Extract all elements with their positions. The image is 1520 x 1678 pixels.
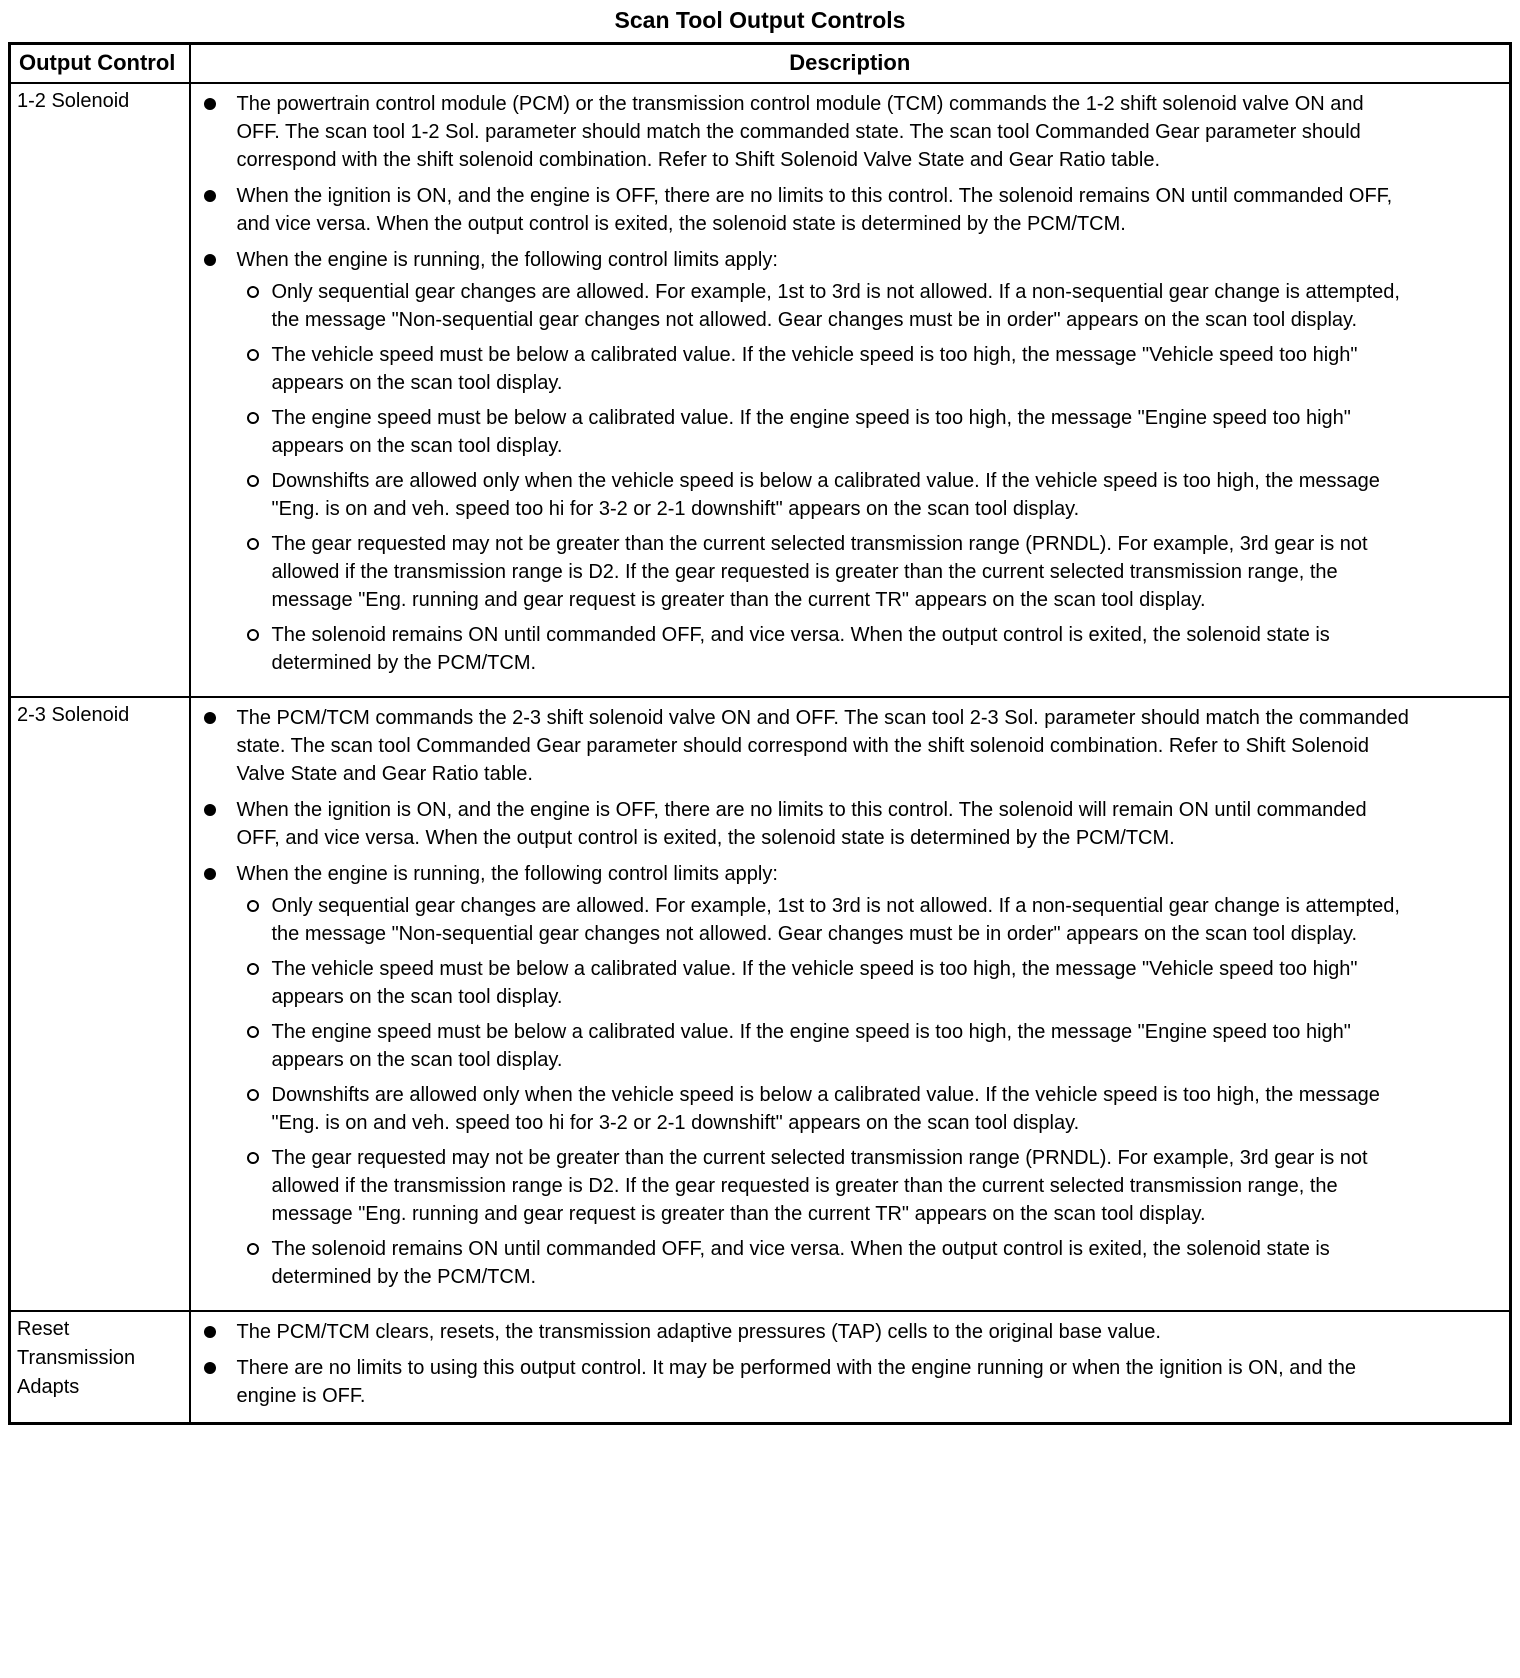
sub-bullet-item bbox=[247, 278, 1412, 334]
bullet-text: When the ignition is ON, and the engine is OFF, there are no limits to this control. The solenoid will remain ON until commanded OFF, and vice versa. When the output control is exited, the solenoid state is determined by the PCM/TCM. bbox=[236, 799, 1367, 849]
bullet-item bbox=[204, 182, 1412, 238]
open-circle-bullet-icon bbox=[247, 963, 259, 975]
bullet-list bbox=[199, 704, 1412, 1298]
sub-bullet-item bbox=[247, 1144, 1412, 1228]
bullet-text: When the engine is running, the following control limits apply: bbox=[236, 863, 778, 885]
sub-bullet-text: The solenoid remains ON until commanded OFF, and vice versa. When the output control is exited, the solenoid state is determined by the PCM/TCM. bbox=[271, 624, 1330, 674]
filled-bullet-icon bbox=[204, 868, 216, 880]
open-circle-bullet-icon bbox=[247, 1026, 259, 1038]
open-circle-bullet-icon bbox=[247, 475, 259, 487]
filled-bullet-icon bbox=[204, 1362, 216, 1374]
bullet-body bbox=[237, 246, 1412, 684]
output-controls-table bbox=[8, 42, 1512, 1425]
filled-bullet-icon bbox=[204, 1326, 216, 1338]
bullet-item bbox=[204, 860, 1412, 1298]
open-circle-bullet-icon bbox=[247, 349, 259, 361]
filled-bullet-icon bbox=[204, 190, 216, 202]
sub-bullet-text: Downshifts are allowed only when the vehicle speed is below a calibrated value. If the vehicle speed is too high, the message "Eng. is on and veh. speed too hi for 3-2 or 2-1 downshift" appears on the scan tool display. bbox=[271, 470, 1380, 520]
output-control-cell: Reset Transmission Adapts bbox=[10, 1311, 190, 1424]
table-row bbox=[10, 1311, 1511, 1424]
bullet-list bbox=[199, 90, 1412, 684]
open-circle-bullet-icon bbox=[247, 1089, 259, 1101]
bullet-body bbox=[237, 796, 1412, 852]
sub-bullet-text: The vehicle speed must be below a calibrated value. If the vehicle speed is too high, the message "Vehicle speed too high" appears on the scan tool display. bbox=[271, 958, 1358, 1008]
header-output-control: Output Control bbox=[10, 44, 190, 84]
bullet-body bbox=[237, 704, 1412, 788]
bullet-body bbox=[237, 1354, 1412, 1410]
bullet-body bbox=[237, 860, 1412, 1298]
output-control-cell: 2-3 Solenoid bbox=[10, 697, 190, 1311]
header-description: Description bbox=[190, 44, 1511, 84]
open-circle-bullet-icon bbox=[247, 412, 259, 424]
sub-bullet-text: The gear requested may not be greater than the current selected transmission range (PRNDL). For example, 3rd gear is not allowed if the transmission range is D2. If the gear requested is greater than the current selected transmission range, the message "Eng. running and gear request is greater than the current TR" appears on the scan tool display. bbox=[271, 1147, 1368, 1225]
bullet-text: There are no limits to using this output control. It may be performed with the engine running or when the ignition is ON, and the engine is OFF. bbox=[236, 1357, 1357, 1407]
bullet-text: The powertrain control module (PCM) or the transmission control module (TCM) commands the 1-2 shift solenoid valve ON and OFF. The scan tool 1-2 Sol. parameter should match the commanded state. The scan tool Commanded Gear parameter should correspond with the shift solenoid combination. Refer to Shift Solenoid Valve State and Gear Ratio table. bbox=[236, 93, 1364, 171]
sub-bullet-text: Only sequential gear changes are allowed. For example, 1st to 3rd is not allowed. If a non-sequential gear change is attempted, the message "Non-sequential gear changes not allowed. Gear changes must be in order" appears on the scan tool display. bbox=[271, 281, 1400, 331]
sub-bullet-text: Downshifts are allowed only when the vehicle speed is below a calibrated value. If the vehicle speed is too high, the message "Eng. is on and veh. speed too hi for 3-2 or 2-1 downshift" appears on the scan tool display. bbox=[271, 1084, 1380, 1134]
sub-bullet-item bbox=[247, 955, 1412, 1011]
bullet-item bbox=[204, 796, 1412, 852]
bullet-list bbox=[199, 1318, 1412, 1410]
sub-bullet-item bbox=[247, 1235, 1412, 1291]
sub-bullet-list bbox=[237, 278, 1412, 677]
bullet-text: When the engine is running, the following control limits apply: bbox=[236, 249, 778, 271]
header-row bbox=[10, 44, 1511, 84]
filled-bullet-icon bbox=[204, 254, 216, 266]
output-control-cell: 1-2 Solenoid bbox=[10, 83, 190, 697]
sub-bullet-item bbox=[247, 892, 1412, 948]
bullet-item bbox=[204, 704, 1412, 788]
sub-bullet-item bbox=[247, 404, 1412, 460]
description-cell bbox=[190, 697, 1511, 1311]
bullet-text: When the ignition is ON, and the engine is OFF, there are no limits to this control. The solenoid remains ON until commanded OFF, and vice versa. When the output control is exited, the solenoid state is determined by the PCM/TCM. bbox=[236, 185, 1393, 235]
filled-bullet-icon bbox=[204, 712, 216, 724]
sub-bullet-text: The gear requested may not be greater than the current selected transmission range (PRNDL). For example, 3rd gear is not allowed if the transmission range is D2. If the gear requested is greater than the current selected transmission range, the message "Eng. running and gear request is greater than the current TR" appears on the scan tool display. bbox=[271, 533, 1368, 611]
sub-bullet-text: The engine speed must be below a calibrated value. If the engine speed is too high, the message "Engine speed too high" appears on the scan tool display. bbox=[271, 407, 1351, 457]
open-circle-bullet-icon bbox=[247, 1152, 259, 1164]
bullet-body bbox=[237, 182, 1412, 238]
open-circle-bullet-icon bbox=[247, 538, 259, 550]
page-title: Scan Tool Output Controls bbox=[614, 7, 906, 33]
bullet-item bbox=[204, 1354, 1412, 1410]
filled-bullet-icon bbox=[204, 804, 216, 816]
description-cell bbox=[190, 1311, 1511, 1424]
table-header bbox=[10, 44, 1511, 84]
sub-bullet-item bbox=[247, 621, 1412, 677]
description-cell bbox=[190, 83, 1511, 697]
bullet-body bbox=[237, 90, 1412, 174]
bullet-text: The PCM/TCM commands the 2-3 shift solenoid valve ON and OFF. The scan tool 2-3 Sol. parameter should match the commanded state. The scan tool Commanded Gear parameter should correspond with the shift solenoid combination. Refer to Shift Solenoid Valve State and Gear Ratio table. bbox=[236, 707, 1409, 785]
table-row bbox=[10, 697, 1511, 1311]
bullet-body bbox=[237, 1318, 1412, 1346]
sub-bullet-item bbox=[247, 467, 1412, 523]
sub-bullet-text: The solenoid remains ON until commanded OFF, and vice versa. When the output control is exited, the solenoid state is determined by the PCM/TCM. bbox=[271, 1238, 1330, 1288]
sub-bullet-item bbox=[247, 1018, 1412, 1074]
sub-bullet-text: The engine speed must be below a calibrated value. If the engine speed is too high, the message "Engine speed too high" appears on the scan tool display. bbox=[271, 1021, 1351, 1071]
open-circle-bullet-icon bbox=[247, 286, 259, 298]
bullet-item bbox=[204, 246, 1412, 684]
filled-bullet-icon bbox=[204, 98, 216, 110]
table-row bbox=[10, 83, 1511, 697]
bullet-item bbox=[204, 90, 1412, 174]
table-body bbox=[10, 83, 1511, 1424]
sub-bullet-text: Only sequential gear changes are allowed. For example, 1st to 3rd is not allowed. If a non-sequential gear change is attempted, the message "Non-sequential gear changes not allowed. Gear changes must be in order" appears on the scan tool display. bbox=[271, 895, 1400, 945]
sub-bullet-item bbox=[247, 341, 1412, 397]
sub-bullet-item bbox=[247, 530, 1412, 614]
bullet-item bbox=[204, 1318, 1412, 1346]
sub-bullet-text: The vehicle speed must be below a calibrated value. If the vehicle speed is too high, the message "Vehicle speed too high" appears on the scan tool display. bbox=[271, 344, 1358, 394]
open-circle-bullet-icon bbox=[247, 900, 259, 912]
sub-bullet-list bbox=[237, 892, 1412, 1291]
sub-bullet-item bbox=[247, 1081, 1412, 1137]
open-circle-bullet-icon bbox=[247, 1243, 259, 1255]
open-circle-bullet-icon bbox=[247, 629, 259, 641]
bullet-text: The PCM/TCM clears, resets, the transmission adaptive pressures (TAP) cells to the original base value. bbox=[236, 1321, 1161, 1343]
